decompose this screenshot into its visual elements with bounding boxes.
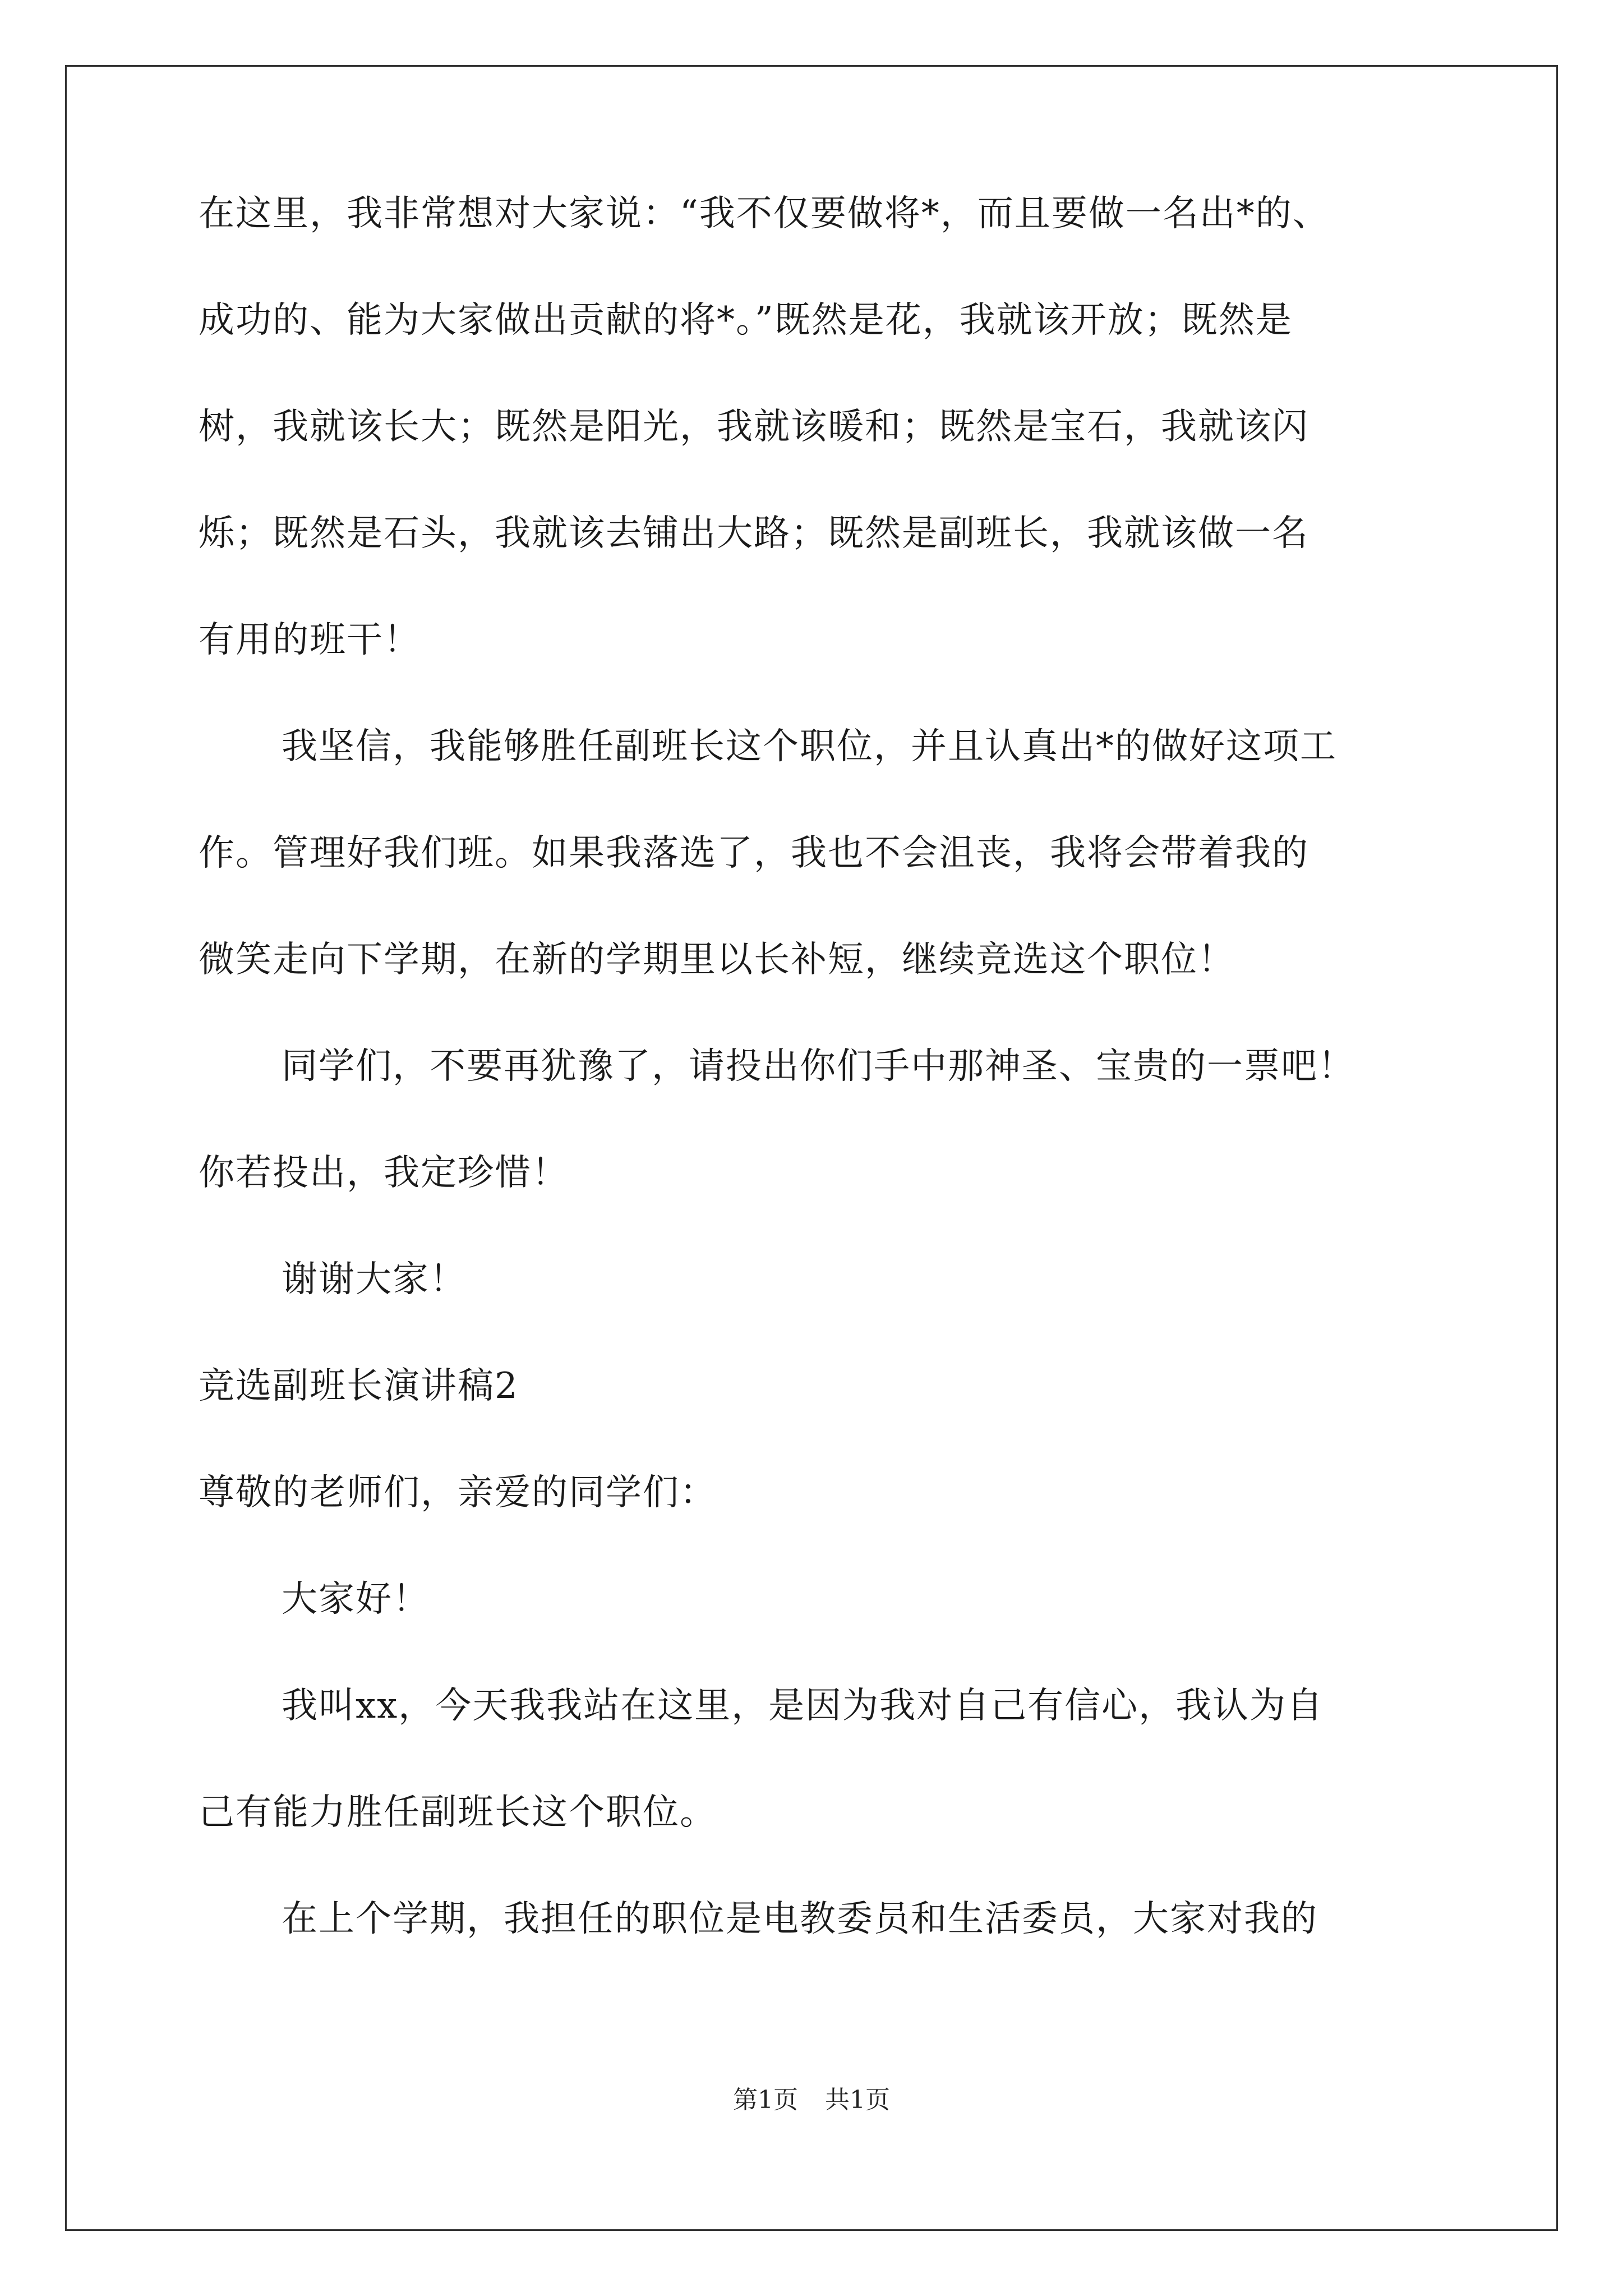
text-line: 在上个学期，我担任的职位是电教委员和生活委员，大家对我的 [282, 1898, 1318, 1940]
text-line: 烁；既然是石头，我就该去铺出大路；既然是副班长，我就该做一名 [199, 513, 1309, 554]
text-line: 己有能力胜任副班长这个职位。 [199, 1792, 717, 1833]
text-line: 微笑走向下学期，在新的学期里以长补短，继续竞选这个职位！ [199, 939, 1235, 981]
text-line: 谢谢大家！ [282, 1259, 467, 1300]
text-line: 有用的班干！ [199, 619, 421, 661]
page-total: 共1页 [825, 2086, 890, 2114]
text-line: 在这里，我非常想对大家说：“我不仅要做将*，而且要做一名出*的、 [199, 193, 1330, 234]
page-number: 第1页 [733, 2086, 798, 2114]
text-line: 作。管理好我们班。如果我落选了，我也不会沮丧，我将会带着我的 [199, 832, 1309, 874]
salutation: 尊敬的老师们，亲爱的同学们： [199, 1472, 717, 1513]
text-line: 树，我就该长大；既然是阳光，我就该暖和；既然是宝石，我就该闪 [199, 406, 1309, 448]
greeting: 大家好！ [282, 1579, 430, 1620]
text-line: 成功的、能为大家做出贡献的将*。”既然是花，我就该开放；既然是 [199, 300, 1293, 341]
text-line: 我坚信，我能够胜任副班长这个职位，并且认真出*的做好这项工 [282, 726, 1337, 767]
section-heading: 竞选副班长演讲稿2 [199, 1365, 519, 1407]
text-line: 同学们，不要再犹豫了，请投出你们手中那神圣、宝贵的一票吧！ [282, 1046, 1355, 1087]
text-line: 我叫xx，今天我我站在这里，是因为我对自己有信心，我认为自 [282, 1685, 1324, 1727]
text-line: 你若投出，我定珍惜！ [199, 1152, 569, 1194]
page-footer [0, 2083, 1623, 2117]
